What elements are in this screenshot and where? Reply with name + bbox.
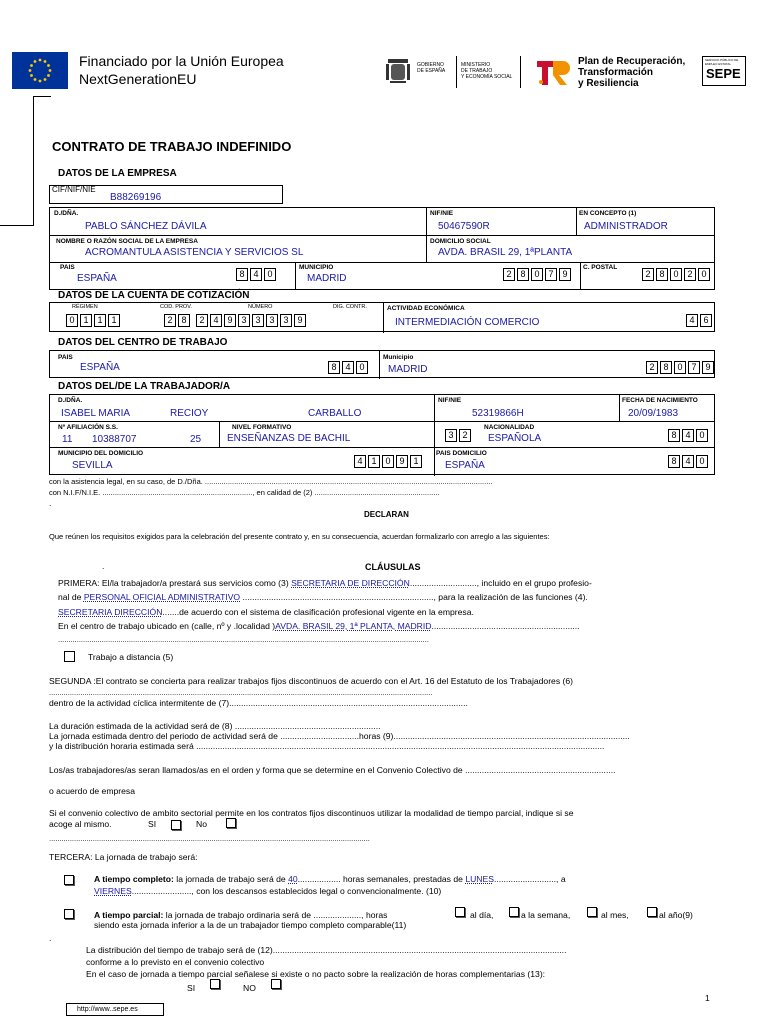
centro-box: PAIS ESPAÑA 8 4 0 Municipio MADRID 2 8 0 7 9 (49, 350, 715, 378)
eu-funding-line1: Financiado por la Unión Europea (79, 53, 284, 69)
digit-box: 8 (668, 455, 680, 468)
digit-box: 1 (94, 314, 106, 327)
digit-box: 4 (250, 268, 262, 281)
digit-box: 3 (445, 429, 457, 442)
empresa-municipio: MADRID (307, 273, 347, 284)
horas-comp-no-checkbox[interactable] (271, 979, 281, 989)
centro-municipio: MADRID (388, 364, 428, 375)
digit-box: 0 (698, 268, 710, 281)
trabajador-nacionalidad-code (666, 429, 708, 442)
centro-line: En el centro de trabajo ubicado en (calle, nº y .localidad )AVDA. BRASIL 29, 1ª PLANTA, MADRID.............................................................. (58, 621, 580, 631)
page-title: CONTRATO DE TRABAJO INDEFINIDO (52, 139, 292, 154)
digit-box: 1 (80, 314, 92, 327)
ciclica-line: dentro de la actividad cíclica intermitente de (7).................................................................................................... (49, 698, 468, 708)
digit-box: 2 (459, 429, 471, 442)
nif-line: con N.I.F/N.I.E. ........................................................................, en calidad de (2) ............................................................ (49, 488, 440, 497)
digit-box: 0 (356, 361, 368, 374)
digit-box: 0 (696, 429, 708, 442)
empresa-dna: PABLO SÁNCHEZ DÁVILA (85, 221, 207, 232)
convenio-previsto-line: conforme a lo previsto en el convenio colectivo (86, 957, 265, 967)
gov-text: GOBIERNO DE ESPAÑA (417, 62, 446, 74)
digit-box: 2 (642, 268, 654, 281)
section-centro: DATOS DEL CENTRO DE TRABAJO (58, 337, 228, 348)
digit-box: 7 (545, 268, 557, 281)
parcial-anio-checkbox[interactable] (647, 907, 657, 917)
jornada-est-line: La jornada estimada dentro del periodo de actividad será de .................................horas (9)................................................................................................... (49, 731, 630, 741)
digit-box: 4 (682, 429, 694, 442)
trabajador-apellido2: CARBALLO (308, 408, 362, 419)
eu-funding-line2: NextGenerationEU (79, 71, 197, 87)
digit-box: 4 (354, 455, 366, 468)
trabajador-afil-2: 10388707 (92, 434, 137, 445)
trabajador-nombre: ISABEL MARIA (61, 408, 131, 419)
funcion-line: SECRETARIA DIRECCIÓN.......de acuerdo con el sistema de clasificación profesional vigente en la empresa. (58, 607, 474, 617)
parcial-dia-checkbox[interactable] (455, 907, 465, 917)
empresa-municipio-code (501, 268, 571, 281)
ministry-text: MINISTERIO DE TRABAJO Y ECONOMÍA SOCIAL (461, 62, 513, 80)
trabajador-nif: 52319866H (472, 408, 524, 419)
digit-box: 8 (660, 361, 672, 374)
distribucion-tiempo-line: La distribución del tiempo de trabajo será de (12)........................................................................................................................... (86, 945, 567, 955)
parcial-line2: siendo esta jornada inferior a la de un trabajador tiempo completo comparable(11) (94, 920, 407, 930)
trabajador-pais-dom: ESPAÑA (445, 460, 485, 471)
section-trabajador: DATOS DEL/DE LA TRABAJADOR/A (58, 381, 231, 392)
parcial-semana-checkbox[interactable] (509, 907, 519, 917)
parcial-line: A tiempo parcial: la jornada de trabajo ordinaria será de ...................., horas (94, 910, 388, 920)
digit-box: 3 (266, 314, 278, 327)
digit-box: 0 (66, 314, 78, 327)
spain-coat-of-arms-icon (384, 56, 412, 86)
digit-box: 9 (559, 268, 571, 281)
cotizacion-box: RÉGIMEN COD. PROV. NÚMERO DIG. CONTR. 0 1 1 1 2 8 2 4 9 3 3 3 3 9 ACTIVIDAD ECONÓMICA INTERMEDIACIÓN COMERCIO 4 6 (49, 302, 715, 332)
cotizacion-actividad-code (684, 314, 712, 327)
empresa-pais: ESPAÑA (77, 273, 117, 284)
digit-box: 4 (682, 455, 694, 468)
convenio-line2: acoge al mismo. (49, 819, 112, 829)
trabajador-apellido1: RECIOY (170, 408, 209, 419)
digit-box: 8 (656, 268, 668, 281)
empresa-razon: ACROMANTULA ASISTENCIA Y SERVICIOS SL (85, 247, 304, 258)
section-cotizacion: DATOS DE LA CUENTA DE COTIZACIÓN (58, 290, 250, 301)
digit-box: 3 (252, 314, 264, 327)
trabajador-pais-dom-code (666, 455, 708, 468)
page-number: 1 (705, 993, 710, 1003)
digit-box: 0 (670, 268, 682, 281)
digit-box: 3 (280, 314, 292, 327)
convenio-line1: Si el convenio colectivo de ambito sectorial permite en los contratos fijos discontinuos utilizar la modalidad de tiempo parcial, indique si se (49, 808, 574, 818)
grupo-line: nal de PERSONAL OFICIAL ADMINISTRATIVO ................................................................................, para la realización de las funciones (4). (58, 592, 588, 602)
tercera-line: TERCERA: La jornada de trabajo será: (49, 852, 198, 862)
primera-line: PRIMERA: El/la trabajador/a prestará sus servicios como (3) SECRETARIA DE DIRECCIÓN............................, incluido en el grupo profesio- (58, 578, 592, 588)
clausulas-heading: CLÁUSULAS (365, 562, 421, 572)
parcial-mes-checkbox[interactable] (587, 907, 597, 917)
digit-box: 0 (382, 455, 394, 468)
completo-line: A tiempo completo: la jornada de trabajo será de 40.................. horas semanales, prestadas de LUNES.........................., a (94, 874, 566, 884)
section-empresa: DATOS DE LA EMPRESA (58, 168, 177, 179)
digit-box: 2 (684, 268, 696, 281)
horas-comp-si-checkbox[interactable] (210, 979, 220, 989)
cotizacion-regimen (64, 314, 120, 327)
prtr-logo-icon (535, 58, 571, 88)
digit-box: 8 (178, 314, 190, 327)
convenio-si-checkbox[interactable] (171, 820, 181, 830)
digit-box: 3 (238, 314, 250, 327)
empresa-box: D./DÑA. PABLO SÁNCHEZ DÁVILA NIF/NIE 50467590R EN CONCEPTO (1) ADMINISTRADOR NOMBRE O RAZÓN SOCIAL DE LA EMPRESA ACROMANTULA ASISTENCIA Y SERVICIOS SL DOMICILIO SOCIAL AVDA. BRASIL 29, 1ªPLANTA PAIS ESPAÑA 8 4 0 MUNICIPIO MADRID 2 8 0 7 9 C. POSTAL 2 8 0 2 0 (49, 207, 715, 290)
distancia-checkbox[interactable] (64, 651, 75, 662)
digit-box: 8 (668, 429, 680, 442)
centro-municipio-code (644, 361, 714, 374)
digit-box: 1 (410, 455, 422, 468)
digit-box: 2 (503, 268, 515, 281)
digit-box: 1 (368, 455, 380, 468)
trabajador-municipio: SEVILLA (72, 460, 113, 471)
digit-box: 0 (674, 361, 686, 374)
digit-box: 6 (700, 314, 712, 327)
digit-box: 4 (686, 314, 698, 327)
trabajador-afil-3: 25 (190, 434, 202, 445)
trabajador-nivel: ENSEÑANZAS DE BACHIL (227, 433, 351, 444)
empresa-pais-code (234, 268, 276, 281)
acuerdo-line: o acuerdo de empresa (49, 786, 135, 796)
digit-box: 8 (328, 361, 340, 374)
trabajador-nacimiento: 20/09/1983 (628, 408, 679, 419)
eu-flag-icon (12, 52, 68, 89)
digit-box: 4 (342, 361, 354, 374)
distancia-label: Trabajo a distancia (5) (88, 652, 174, 662)
distribucion-line: y la distribución horaria estimada será ........................................................................................................................................................................... (49, 741, 605, 751)
digit-box: 4 (210, 314, 222, 327)
sepe-logo: SERVICIO PÚBLICO DE EMPLEO ESTATAL SEPE (702, 56, 746, 86)
tiempo-parcial-checkbox[interactable] (64, 909, 74, 919)
empresa-nif: 50467590R (438, 221, 490, 232)
tiempo-completo-checkbox[interactable] (64, 875, 74, 885)
segunda-line: SEGUNDA :El contrato se concierta para realizar trabajos fijos discontinuos de acuerdo con el Art. 16 del Estatuto de los Trabajadores (6) (49, 676, 574, 686)
cotizacion-ccc (162, 314, 306, 327)
digit-box: 2 (196, 314, 208, 327)
asistencia-line: con la asistencia legal, en su caso, de D./Dña. .......................................................................................................................................... (49, 477, 493, 486)
digit-box: 9 (224, 314, 236, 327)
digit-box: 7 (688, 361, 700, 374)
digit-box: 8 (236, 268, 248, 281)
digit-box: 1 (108, 314, 120, 327)
cif-field: CIF/NIF/NIE B88269196 (49, 185, 283, 204)
prtr-text: Plan de Recuperación, Transformación y Resiliencia (578, 56, 686, 89)
footer-url[interactable]: http://www..sepe.es (66, 1003, 164, 1016)
empresa-concepto: ADMINISTRADOR (584, 221, 668, 232)
cotizacion-actividad: INTERMEDIACIÓN COMERCIO (395, 317, 540, 328)
digit-box: 0 (531, 268, 543, 281)
trabajador-afil-1: 11 (62, 434, 73, 445)
trabajador-nacionalidad: ESPAÑOLA (488, 433, 542, 444)
empresa-cpostal-code (640, 268, 710, 281)
declaran-heading: DECLARAN (364, 510, 409, 519)
digit-box: 2 (164, 314, 176, 327)
centro-pais-code (326, 361, 368, 374)
digit-box: 8 (517, 268, 529, 281)
horas-complementarias-line: En el caso de jornada a tiempo parcial señalese si existe o no pacto sobre la realización de horas complementarias (13): (86, 969, 546, 979)
convenio-no-checkbox[interactable] (226, 818, 236, 828)
digit-box: 9 (702, 361, 714, 374)
completo-line2: VIERNES........................., con los descansos establecidos legal o convencionalmente. (10) (94, 886, 442, 896)
duracion-line: La duración estimada de la actividad será de (8) ............................................................. (49, 721, 381, 731)
digit-box: 0 (696, 455, 708, 468)
empresa-domicilio: AVDA. BRASIL 29, 1ªPLANTA (438, 247, 573, 258)
digit-box: 9 (294, 314, 306, 327)
llamados-line: Los/as trabajadores/as seran llamados/as en el orden y forma que se determine en el Convenio Colectivo de ............................................................... (49, 765, 616, 775)
trabajador-municipio-code (352, 455, 422, 468)
digit-box: 0 (264, 268, 276, 281)
digit-box: 9 (396, 455, 408, 468)
centro-pais: ESPAÑA (80, 362, 120, 373)
digit-box: 2 (646, 361, 658, 374)
trabajador-nivel-code (443, 429, 471, 442)
trabajador-box: D./DÑA. ISABEL MARIA RECIOY CARBALLO NIF/NIE 52319866H FECHA DE NACIMIENTO 20/09/1983 Nº AFILIACIÓN S.S. 11 10388707 25 NIVEL FORMATIVO ENSEÑANZAS DE BACHIL 3 2 NACIONALIDAD ESPAÑOLA 8 4 0 MUNICIPIO DEL DOMICILIO SEVILLA 4 1 0 9 1 PAIS DOMICILIO ESPAÑA 8 4 0 (49, 394, 715, 475)
reunen-text: Que reúnen los requisitos exigidos para la celebración del presente contrato y, en su consecuencia, acuerdan formalizarlo con arreglo a las siguientes: (49, 532, 550, 541)
